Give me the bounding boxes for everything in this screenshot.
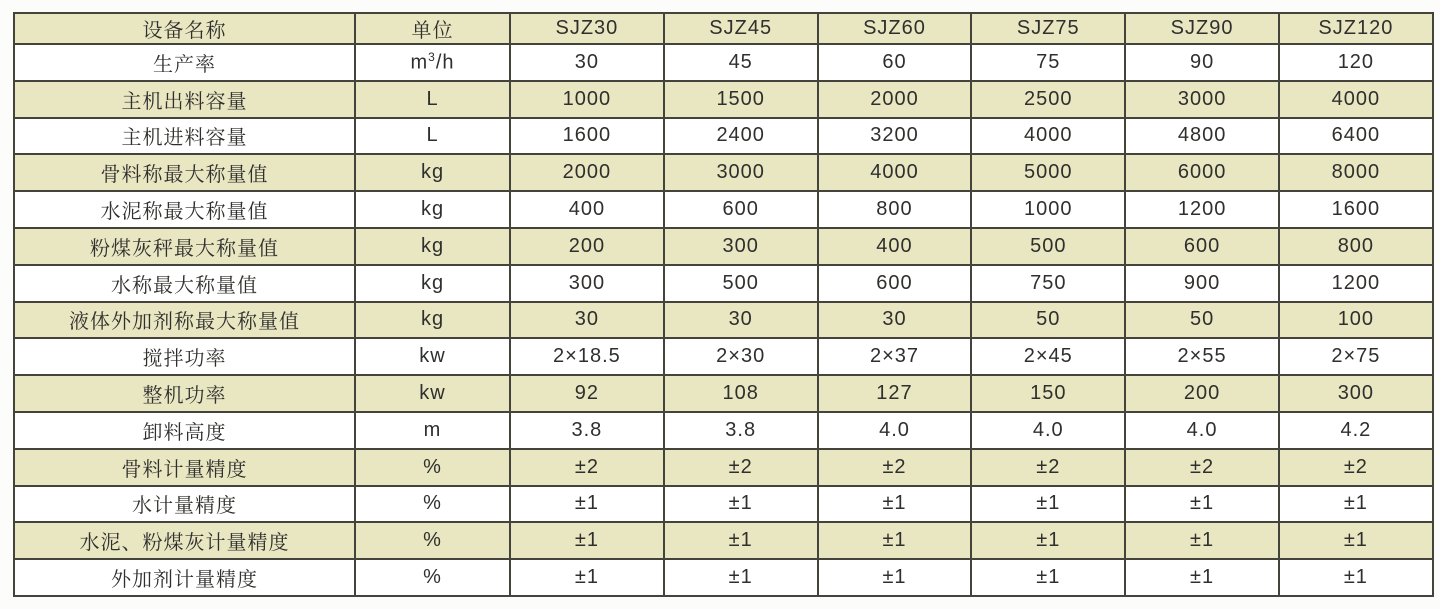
table-row bbox=[14, 228, 1433, 265]
row-unit: m bbox=[355, 412, 510, 449]
cell-value: 120 bbox=[1279, 44, 1433, 81]
table-row bbox=[14, 375, 1433, 412]
header-row bbox=[14, 13, 1433, 44]
row-label: 主机进料容量 bbox=[14, 118, 355, 155]
cell-value: 50 bbox=[1125, 302, 1279, 339]
cell-value: 1200 bbox=[1125, 191, 1279, 228]
cell-value: 3000 bbox=[664, 154, 818, 191]
cell-value: 30 bbox=[818, 302, 972, 339]
cell-value: ±1 bbox=[818, 486, 972, 523]
row-unit: kw bbox=[355, 338, 510, 375]
row-label: 水计量精度 bbox=[14, 486, 355, 523]
cell-value: 300 bbox=[1279, 375, 1433, 412]
cell-value: ±1 bbox=[1125, 486, 1279, 523]
row-unit: kg bbox=[355, 265, 510, 302]
cell-value: ±1 bbox=[1279, 486, 1433, 523]
table-row bbox=[14, 118, 1433, 155]
cell-value: 1600 bbox=[1279, 191, 1433, 228]
cell-value: 1500 bbox=[664, 81, 818, 118]
cell-value: 6000 bbox=[1125, 154, 1279, 191]
cell-value: 800 bbox=[818, 191, 972, 228]
row-label: 主机出料容量 bbox=[14, 81, 355, 118]
row-unit: kg bbox=[355, 228, 510, 265]
table-row bbox=[14, 449, 1433, 486]
cell-value: ±1 bbox=[510, 522, 664, 559]
cell-value: 45 bbox=[664, 44, 818, 81]
cell-value: 4000 bbox=[1279, 81, 1433, 118]
row-unit: kg bbox=[355, 191, 510, 228]
cell-value: 750 bbox=[971, 265, 1125, 302]
cell-value: 300 bbox=[510, 265, 664, 302]
row-label: 外加剂计量精度 bbox=[14, 559, 355, 596]
column-header-device-name: 设备名称 bbox=[14, 13, 355, 44]
table-row bbox=[14, 44, 1433, 81]
cell-value: 4.0 bbox=[818, 412, 972, 449]
row-label: 水泥、粉煤灰计量精度 bbox=[14, 522, 355, 559]
cell-value: 200 bbox=[1125, 375, 1279, 412]
cell-value: 4800 bbox=[1125, 118, 1279, 155]
column-header-model: SJZ90 bbox=[1125, 13, 1279, 44]
row-unit: % bbox=[355, 449, 510, 486]
cell-value: 500 bbox=[971, 228, 1125, 265]
cell-value: 200 bbox=[510, 228, 664, 265]
cell-value: 400 bbox=[818, 228, 972, 265]
table-row bbox=[14, 338, 1433, 375]
row-unit: % bbox=[355, 486, 510, 523]
spec-table-container bbox=[13, 12, 1432, 597]
cell-value: 5000 bbox=[971, 154, 1125, 191]
table-row bbox=[14, 265, 1433, 302]
cell-value: ±1 bbox=[664, 559, 818, 596]
cell-value: ±2 bbox=[971, 449, 1125, 486]
cell-value: ±1 bbox=[1279, 559, 1433, 596]
cell-value: 2×30 bbox=[664, 338, 818, 375]
cell-value: 2×55 bbox=[1125, 338, 1279, 375]
cell-value: ±1 bbox=[664, 486, 818, 523]
cell-value: 4.0 bbox=[1125, 412, 1279, 449]
table-row bbox=[14, 81, 1433, 118]
cell-value: 2000 bbox=[510, 154, 664, 191]
column-header-model: SJZ30 bbox=[510, 13, 664, 44]
cell-value: 4000 bbox=[971, 118, 1125, 155]
cell-value: ±2 bbox=[1279, 449, 1433, 486]
row-unit: kg bbox=[355, 302, 510, 339]
cell-value: 3.8 bbox=[664, 412, 818, 449]
row-label: 液体外加剂称最大称量值 bbox=[14, 302, 355, 339]
cell-value: ±2 bbox=[510, 449, 664, 486]
cell-value: 90 bbox=[1125, 44, 1279, 81]
column-header-unit: 单位 bbox=[355, 13, 510, 44]
cell-value: 92 bbox=[510, 375, 664, 412]
cell-value: 2×45 bbox=[971, 338, 1125, 375]
cell-value: ±1 bbox=[1125, 559, 1279, 596]
cell-value: 30 bbox=[510, 302, 664, 339]
cell-value: ±2 bbox=[818, 449, 972, 486]
spec-table bbox=[13, 12, 1434, 597]
cell-value: ±2 bbox=[664, 449, 818, 486]
table-row bbox=[14, 486, 1433, 523]
cell-value: 4.2 bbox=[1279, 412, 1433, 449]
cell-value: 2400 bbox=[664, 118, 818, 155]
cell-value: ±1 bbox=[664, 522, 818, 559]
cell-value: 500 bbox=[664, 265, 818, 302]
table-row bbox=[14, 191, 1433, 228]
cell-value: 127 bbox=[818, 375, 972, 412]
cell-value: 600 bbox=[664, 191, 818, 228]
cell-value: 1600 bbox=[510, 118, 664, 155]
cell-value: 60 bbox=[818, 44, 972, 81]
cell-value: ±1 bbox=[1279, 522, 1433, 559]
cell-value: 8000 bbox=[1279, 154, 1433, 191]
cell-value: 900 bbox=[1125, 265, 1279, 302]
cell-value: 1000 bbox=[510, 81, 664, 118]
cell-value: ±1 bbox=[971, 486, 1125, 523]
row-unit: $m^3/h$ bbox=[355, 44, 510, 81]
row-unit: kg bbox=[355, 154, 510, 191]
cell-value: 2000 bbox=[818, 81, 972, 118]
cell-value: 600 bbox=[1125, 228, 1279, 265]
row-label: 水称最大称量值 bbox=[14, 265, 355, 302]
column-header-model: SJZ120 bbox=[1279, 13, 1433, 44]
cell-value: 2×75 bbox=[1279, 338, 1433, 375]
cell-value: 2×37 bbox=[818, 338, 972, 375]
cell-value: 3200 bbox=[818, 118, 972, 155]
table-row bbox=[14, 302, 1433, 339]
table-row bbox=[14, 412, 1433, 449]
row-label: 骨料计量精度 bbox=[14, 449, 355, 486]
column-header-model: SJZ75 bbox=[971, 13, 1125, 44]
row-label: 卸料高度 bbox=[14, 412, 355, 449]
cell-value: 50 bbox=[971, 302, 1125, 339]
cell-value: 1000 bbox=[971, 191, 1125, 228]
cell-value: 4.0 bbox=[971, 412, 1125, 449]
row-label: 搅拌功率 bbox=[14, 338, 355, 375]
cell-value: 400 bbox=[510, 191, 664, 228]
cell-value: ±1 bbox=[818, 522, 972, 559]
row-label: 粉煤灰秤最大称量值 bbox=[14, 228, 355, 265]
row-unit: L bbox=[355, 81, 510, 118]
row-label: 水泥称最大称量值 bbox=[14, 191, 355, 228]
cell-value: 4000 bbox=[818, 154, 972, 191]
row-unit: % bbox=[355, 522, 510, 559]
cell-value: 2×18.5 bbox=[510, 338, 664, 375]
cell-value: 108 bbox=[664, 375, 818, 412]
cell-value: 2500 bbox=[971, 81, 1125, 118]
cell-value: ±2 bbox=[1125, 449, 1279, 486]
row-label: 骨料称最大称量值 bbox=[14, 154, 355, 191]
table-row bbox=[14, 154, 1433, 191]
cell-value: 3000 bbox=[1125, 81, 1279, 118]
cell-value: ±1 bbox=[1125, 522, 1279, 559]
cell-value: ±1 bbox=[510, 486, 664, 523]
cell-value: ±1 bbox=[971, 522, 1125, 559]
column-header-model: SJZ45 bbox=[664, 13, 818, 44]
row-unit: L bbox=[355, 118, 510, 155]
cell-value: 800 bbox=[1279, 228, 1433, 265]
cell-value: 6400 bbox=[1279, 118, 1433, 155]
cell-value: 600 bbox=[818, 265, 972, 302]
cell-value: ±1 bbox=[971, 559, 1125, 596]
cell-value: ±1 bbox=[510, 559, 664, 596]
column-header-model: SJZ60 bbox=[818, 13, 972, 44]
cell-value: 1200 bbox=[1279, 265, 1433, 302]
row-unit: % bbox=[355, 559, 510, 596]
row-label: 生产率 bbox=[14, 44, 355, 81]
cell-value: 3.8 bbox=[510, 412, 664, 449]
cell-value: 30 bbox=[664, 302, 818, 339]
table-row bbox=[14, 522, 1433, 559]
cell-value: 150 bbox=[971, 375, 1125, 412]
row-label: 整机功率 bbox=[14, 375, 355, 412]
cell-value: ±1 bbox=[818, 559, 972, 596]
cell-value: 75 bbox=[971, 44, 1125, 81]
cell-value: 100 bbox=[1279, 302, 1433, 339]
row-unit: kw bbox=[355, 375, 510, 412]
table-row bbox=[14, 559, 1433, 596]
cell-value: 300 bbox=[664, 228, 818, 265]
cell-value: 30 bbox=[510, 44, 664, 81]
